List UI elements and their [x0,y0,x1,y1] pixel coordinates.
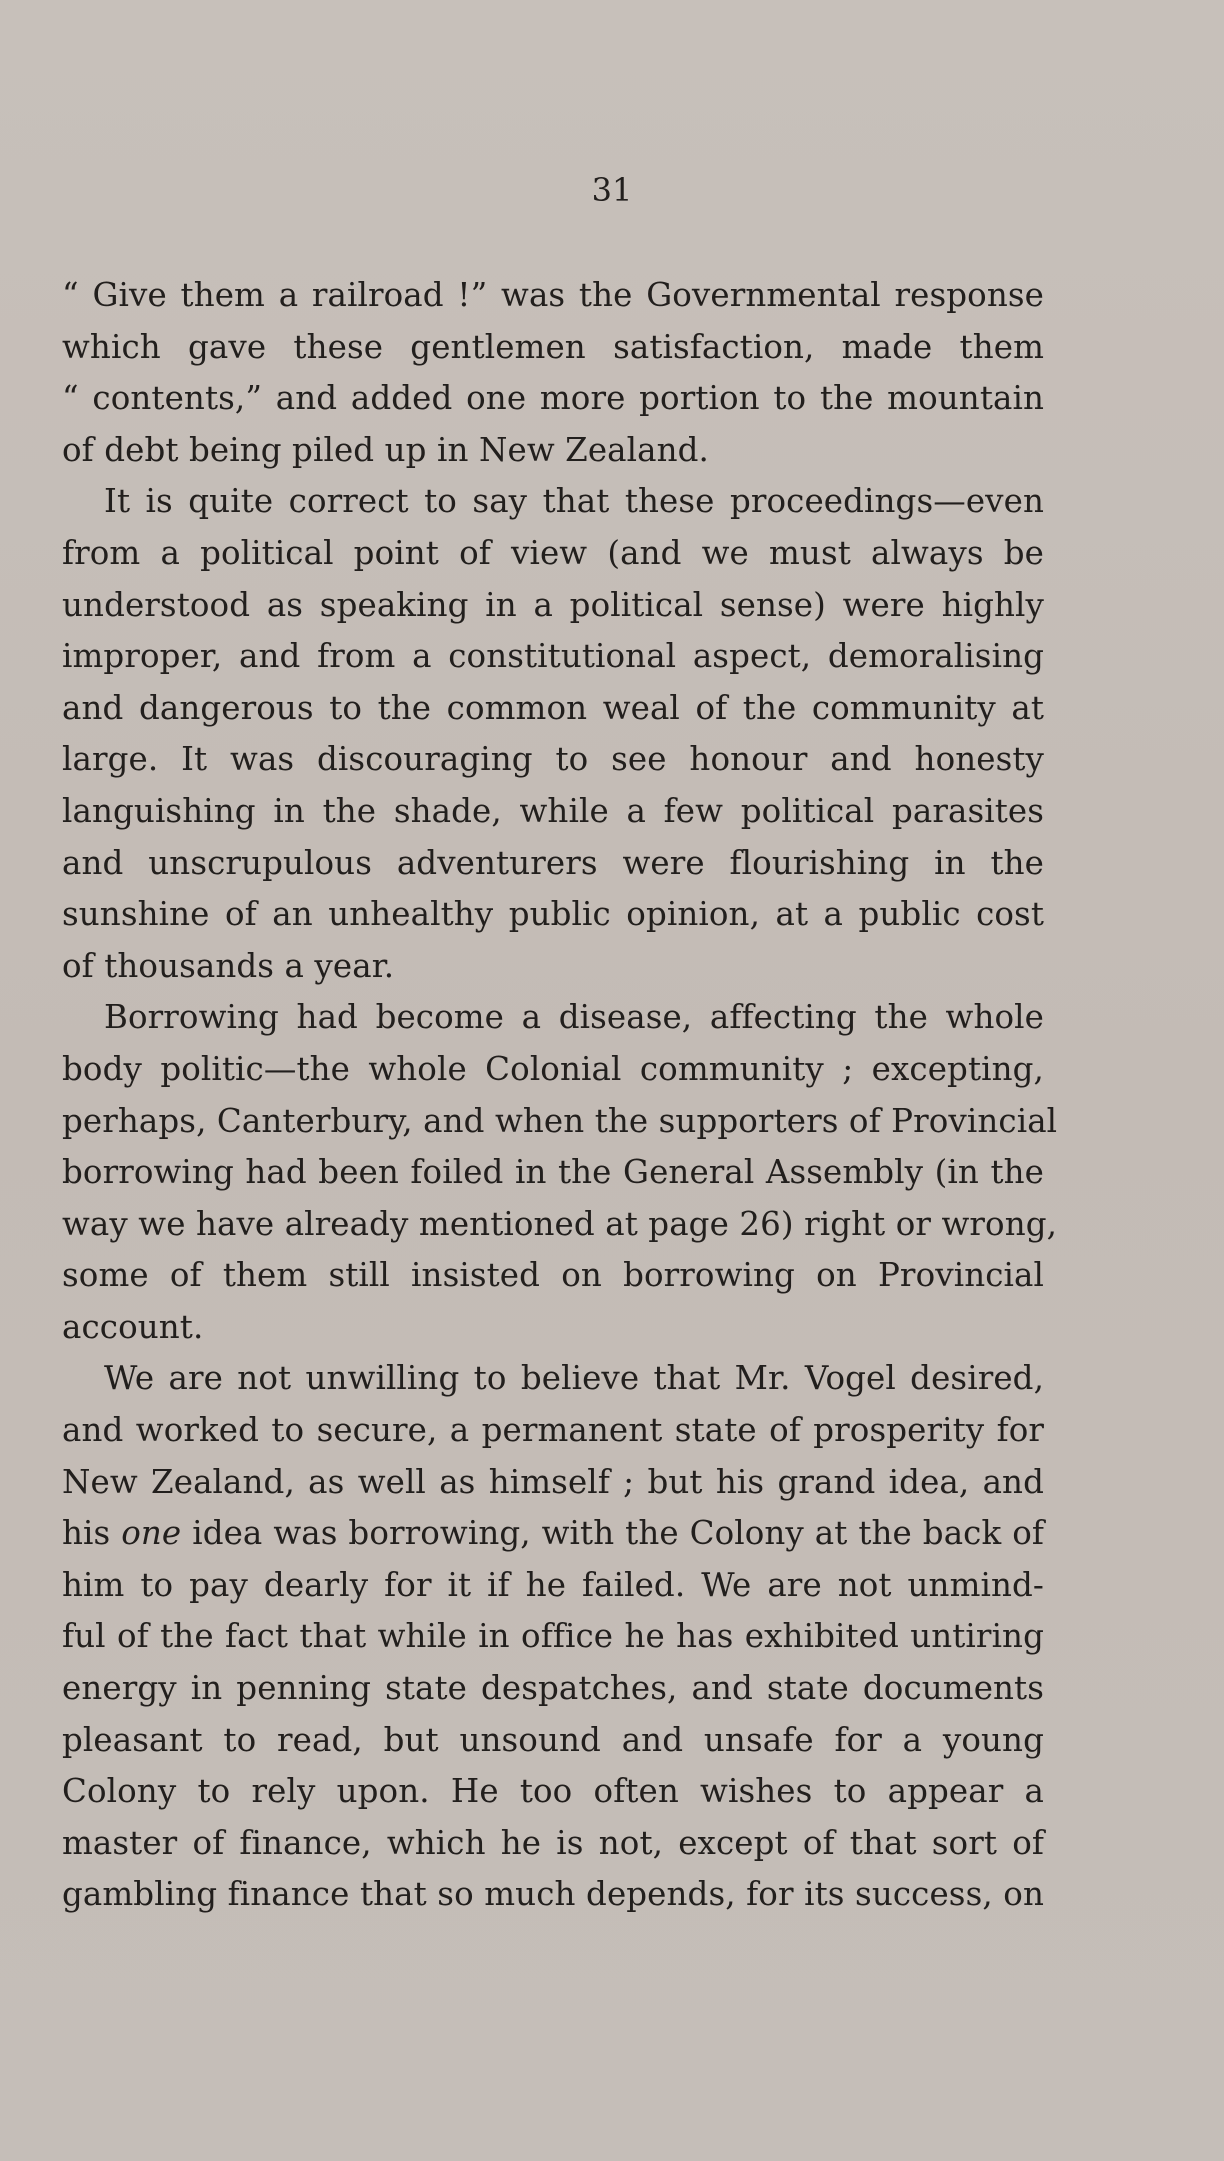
paragraph [62,992,1058,1353]
text-line: ful of the fact that while in office he has exhibited untiring [62,1617,1044,1656]
body-text [62,270,1058,1921]
paragraph [62,270,1044,476]
text-line: and worked to secure, a permanent state of prosperity for [62,1411,1044,1450]
text-line: Colony to rely upon. He too often wishes to appear a [62,1772,1044,1811]
text-line: Borrowing had become a disease, affecting the whole [104,998,1044,1037]
text-line: “ Give them a railroad !” was the Governmental response [62,276,1044,314]
text-line: account. [62,1307,204,1346]
text-line: from a political point of view (and we must always be [62,533,1044,572]
text-line: which gave these gentlemen satisfaction, made them [62,327,1044,366]
page-number: 31 [591,171,633,209]
text-line: of thousands a year. [62,946,395,985]
text-line: New Zealand, as well as himself ; but his grand idea, and [62,1462,1044,1501]
emphasis-text: one [121,1514,182,1553]
paragraph [62,476,1044,992]
text-line: “ contents,” and added one more portion to the mountain [62,379,1044,418]
text-line: his one idea was borrowing, with the Colony at the back of [62,1514,1044,1553]
text-line: improper, and from a constitutional aspect, demoralising [62,637,1044,676]
text-line: borrowing had been foiled in the General Assembly (in the [62,1153,1044,1192]
text-line: understood as speaking in a political sense) were highly [62,585,1044,624]
text-line: It is quite correct to say that these proceedings—even [104,482,1044,521]
text-line: sunshine of an unhealthy public opinion, at a public cost [62,895,1044,934]
text-line: way we have already mentioned at page 26) right or wrong, [62,1204,1058,1243]
text-line: and unscrupulous adventurers were flourishing in the [62,843,1044,882]
text-line: We are not unwilling to believe that Mr. Vogel desired, [104,1359,1044,1398]
text-line: of debt being piled up in New Zealand. [62,430,709,469]
text-line: energy in penning state despatches, and state documents [62,1669,1044,1708]
text-line: pleasant to read, but unsound and unsafe for a young [62,1720,1044,1759]
text-line: him to pay dearly for it if he failed. We are not unmind- [62,1565,1044,1604]
text-line: gambling finance that so much depends, for its success, on [62,1875,1044,1914]
text-line: perhaps, Canterbury, and when the supporters of Provincial [62,1101,1058,1140]
text-line: master of finance, which he is not, except of that sort of [62,1823,1044,1862]
paragraph [62,1353,1044,1921]
text-line: body politic—the whole Colonial community ; excepting, [62,1049,1044,1088]
text-line: large. It was discouraging to see honour and honesty [62,740,1044,779]
text-line: languishing in the shade, while a few political parasites [62,791,1044,830]
text-line: and dangerous to the common weal of the community at [62,688,1044,727]
text-line: some of them still insisted on borrowing on Provincial [62,1256,1044,1295]
